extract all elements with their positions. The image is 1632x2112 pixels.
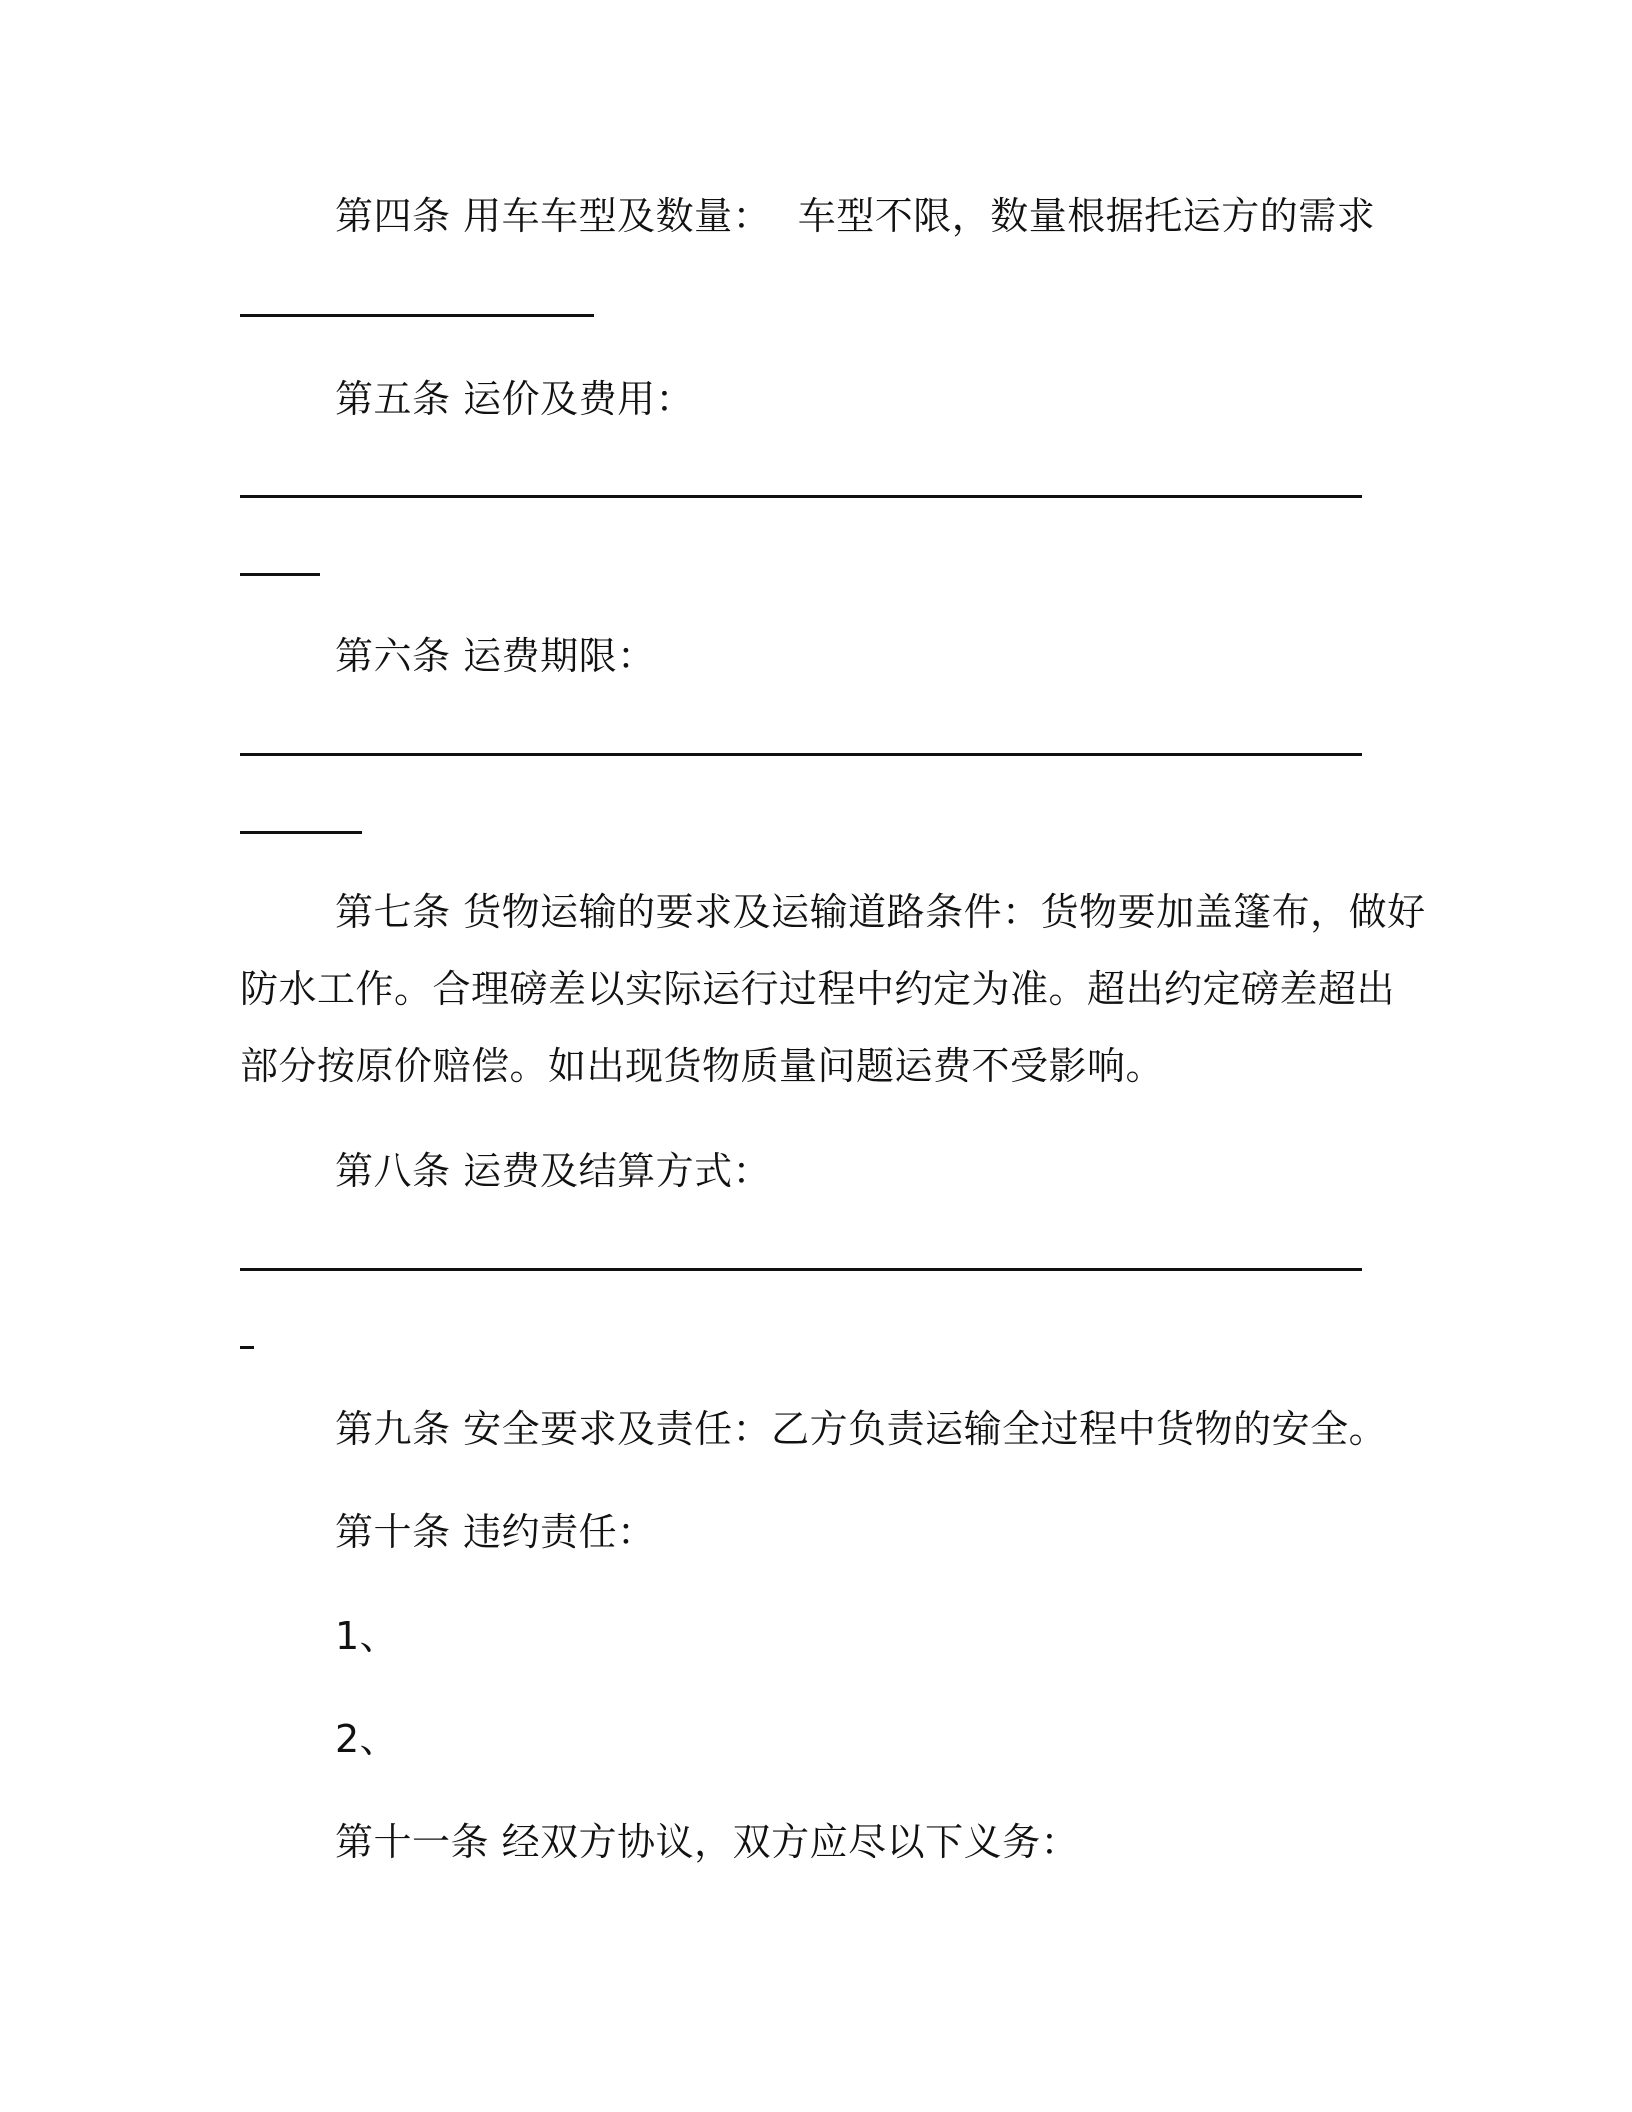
- clause-10-item-2: 2、: [335, 1717, 399, 1761]
- clause-10-heading: 第十条 违约责任：: [335, 1510, 656, 1554]
- blank-line-clause-6-a: [240, 753, 1362, 756]
- clause-5-heading: 第五条 运价及费用：: [335, 377, 695, 421]
- clause-4-heading: 第四条 用车车型及数量：: [335, 194, 772, 238]
- clause-4-line: [335, 194, 1376, 238]
- clause-4-text: 车型不限，数量根据托运方的需求: [797, 194, 1376, 238]
- clause-7-line-1: 第七条 货物运输的要求及运输道路条件：货物要加盖篷布，做好: [335, 890, 1426, 934]
- clause-6-heading: 第六条 运费期限：: [335, 634, 656, 678]
- clause-11-text: 第十一条 经双方协议，双方应尽以下义务：: [335, 1820, 1080, 1864]
- blank-line-clause-8-b: [240, 1346, 254, 1349]
- blank-line-clause-6-b: [240, 831, 362, 834]
- blank-line-clause-8-a: [240, 1268, 1362, 1271]
- blank-line-clause-5-a: [240, 495, 1362, 498]
- clause-8-heading: 第八条 运费及结算方式：: [335, 1149, 772, 1193]
- clause-7-line-2: 防水工作。合理磅差以实际运行过程中约定为准。超出约定磅差超出: [240, 967, 1396, 1011]
- blank-line-clause-5-b: [240, 573, 320, 576]
- clause-9-text: 第九条 安全要求及责任：乙方负责运输全过程中货物的安全。: [335, 1407, 1388, 1451]
- clause-7-line-3: 部分按原价赔偿。如出现货物质量问题运费不受影响。: [240, 1044, 1165, 1088]
- clause-10-item-1: 1、: [335, 1614, 399, 1658]
- blank-line-clause-4: [240, 314, 594, 317]
